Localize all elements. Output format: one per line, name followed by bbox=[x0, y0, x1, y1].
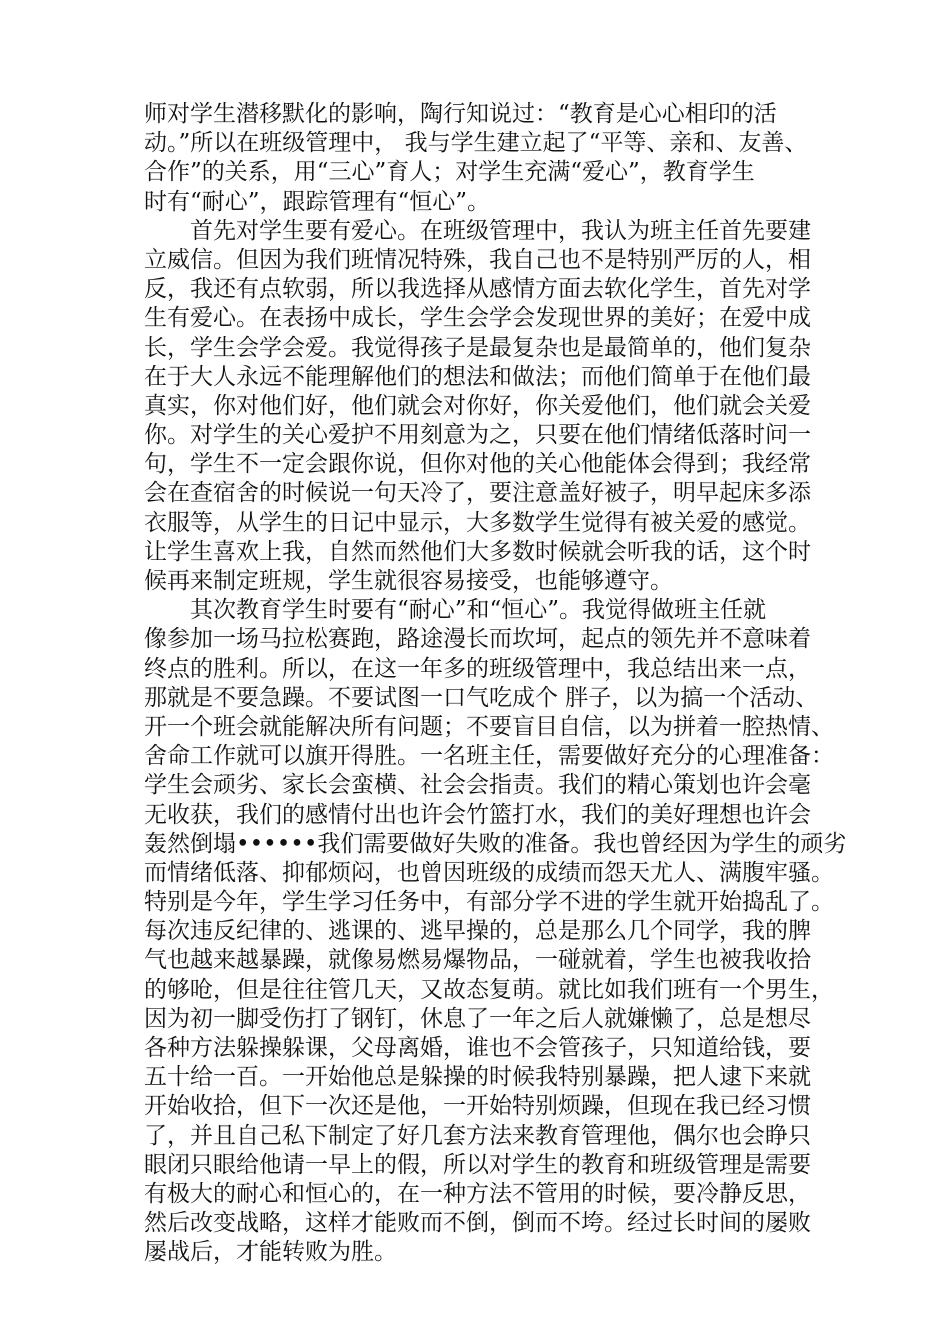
text-line: 特别是今年，学生学习任务中，有部分学不进的学生就开始捣乱了。 bbox=[144, 889, 834, 916]
text-line: 开一个班会就能解决所有问题；不要盲目自信，以为拼着一腔热情、 bbox=[144, 713, 834, 740]
text-line: 屡战后，才能转败为胜。 bbox=[144, 1239, 397, 1266]
body-text bbox=[144, 100, 847, 1268]
text-line: 终点的胜利。所以，在这一年多的班级管理中，我总结出来一点， bbox=[144, 655, 811, 682]
paragraph-2 bbox=[144, 217, 810, 596]
text-line: 有极大的耐心和恒心的，在一种方法不管用的时候，要冷静反思， bbox=[144, 1180, 811, 1207]
text-line: 因为初一脚受伤打了钢钉，休息了一年之后人就嫌懒了，总是想尽 bbox=[144, 1005, 811, 1032]
text-line: 生有爱心。在表扬中成长，学生会学会发现世界的美好；在爱中成 bbox=[144, 305, 811, 332]
text-line: 立威信。但因为我们班情况特殊，我自己也不是特别严厉的人，相 bbox=[144, 246, 811, 273]
text-line: 然后改变战略，这样才能败而不倒，倒而不垮。经过长时间的屡败 bbox=[144, 1210, 811, 1237]
text-line: 学生会顽劣、家长会蛮横、社会会指责。我们的精心策划也许会毫 bbox=[144, 772, 811, 799]
text-line: 五十给一百。一开始他总是躲操的时候我特别暴躁，把人逮下来就 bbox=[144, 1064, 811, 1091]
text-line: 动。”所以在班级管理中， 我与学生建立起了“平等、亲和、友善、 bbox=[144, 130, 808, 157]
paragraph-1 bbox=[144, 100, 810, 217]
text-line: 舍命工作就可以旗开得胜。一名班主任，需要做好充分的心理准备： bbox=[144, 743, 834, 770]
text-line: 反，我还有点软弱，所以我选择从感情方面去软化学生，首先对学 bbox=[144, 276, 811, 303]
text-line: 师对学生潜移默化的影响，陶行知说过：“教育是心心相印的活 bbox=[144, 101, 777, 127]
text-line: 气也越来越暴躁，就像易燃易爆物品，一碰就着，学生也被我收拾 bbox=[144, 947, 811, 974]
text-line: 眼闭只眼给他请一早上的假，所以对学生的教育和班级管理是需要 bbox=[144, 1151, 811, 1178]
text-line: 时有“耐心”，跟踪管理有“恒心”。 bbox=[144, 188, 491, 215]
paragraph-3 bbox=[144, 596, 847, 1267]
text-line: 的够呛，但是往往管几天，又故态复萌。就比如我们班有一个男生， bbox=[144, 976, 834, 1003]
text-line: 像参加一场马拉松赛跑，路途漫长而坎坷，起点的领先并不意味着 bbox=[144, 626, 811, 653]
text-line: 你。对学生的关心爱护不用刻意为之，只要在他们情绪低落时问一 bbox=[144, 422, 811, 449]
text-line: 而情绪低落、抑郁烦闷，也曾因班级的成绩而怨天尤人、满腹牢骚。 bbox=[144, 859, 834, 886]
text-line: 那就是不要急躁。不要试图一口气吃成个 胖子，以为搞一个活动、 bbox=[144, 684, 819, 711]
text-line: 无收获，我们的感情付出也许会竹篮打水，我们的美好理想也许会 bbox=[144, 801, 811, 828]
text-line: 轰然倒塌••••••我们需要做好失败的准备。我也曾经因为学生的顽劣 bbox=[144, 830, 847, 857]
text-line: 候再来制定班规，学生就很容易接受，也能够遵守。 bbox=[144, 568, 673, 594]
text-line: 首先对学生要有爱心。在班级管理中，我认为班主任首先要建 bbox=[190, 217, 811, 244]
text-line: 句，学生不一定会跟你说，但你对他的关心他能体会得到；我经常 bbox=[144, 451, 811, 478]
text-line: 衣服等，从学生的日记中显示，大多数学生觉得有被关爱的感觉。 bbox=[144, 509, 811, 536]
text-line: 让学生喜欢上我，自然而然他们大多数时候就会听我的话，这个时 bbox=[144, 538, 811, 565]
text-line: 了，并且自己私下制定了好几套方法来教育管理他，偶尔也会睁只 bbox=[144, 1122, 811, 1149]
text-line: 各种方法躲操躲课，父母离婚，谁也不会管孩子，只知道给钱，要 bbox=[144, 1035, 811, 1061]
text-line: 会在查宿舍的时候说一句天冷了，要注意盖好被子，明早起床多添 bbox=[144, 480, 811, 507]
text-line: 在于大人永远不能理解他们的想法和做法；而他们简单于在他们最 bbox=[144, 363, 811, 390]
text-line: 其次教育学生时要有“耐心”和“恒心”。我觉得做班主任就 bbox=[190, 597, 767, 624]
text-line: 每次违反纪律的、逃课的、逃早操的，总是那么几个同学，我的脾 bbox=[144, 918, 811, 945]
text-line: 真实，你对他们好，他们就会对你好，你关爱他们，他们就会关爱 bbox=[144, 392, 811, 419]
text-line: 长，学生会学会爱。我觉得孩子是最复杂也是最简单的，他们复杂 bbox=[144, 334, 811, 361]
text-line: 开始收拾，但下一次还是他，一开始特别烦躁，但现在我已经习惯 bbox=[144, 1093, 811, 1120]
text-line: 合作”的关系，用“三心”育人；对学生充满“爱心”，教育学生 bbox=[144, 159, 755, 186]
